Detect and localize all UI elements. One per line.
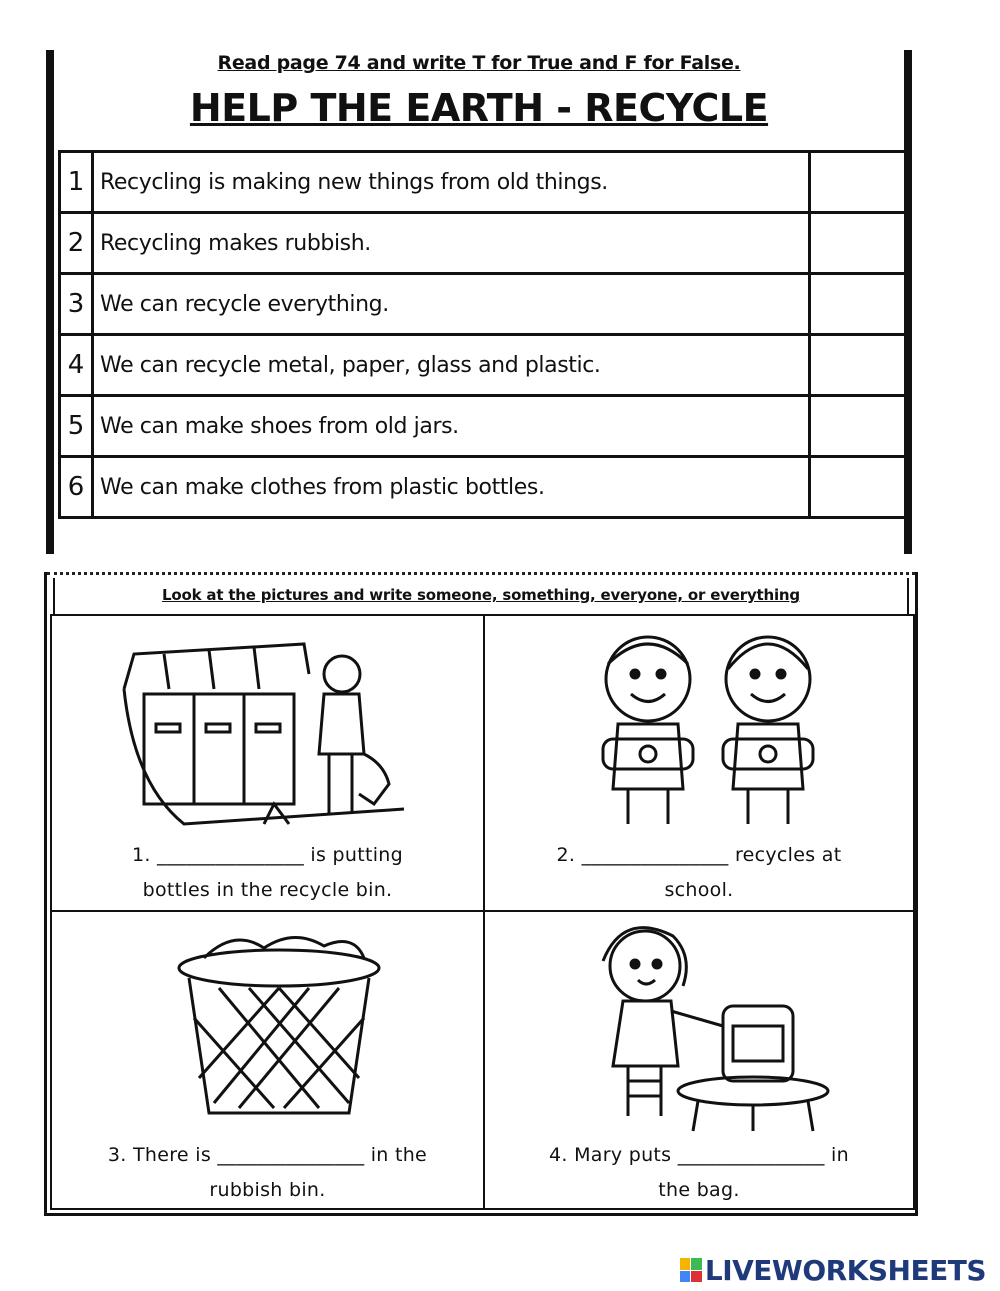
answer-box[interactable] (810, 213, 909, 274)
liveworksheets-logo-icon (680, 1258, 702, 1282)
statement: We can recycle everything. (93, 274, 810, 335)
caption-line-2: rubbish bin. (209, 1179, 326, 1201)
table-row (60, 152, 909, 213)
pictures-instruction: Look at the pictures and write someone, something, everyone, or everything (53, 578, 909, 616)
brand-name: LIVEWORKSHEETS (704, 1253, 986, 1287)
answer-box[interactable] (810, 152, 909, 213)
kids-recycling-illustration (573, 624, 843, 839)
caption-line-1: 2. _______________ recycles at (556, 844, 842, 866)
true-false-table (58, 150, 910, 519)
cut-edge (54, 544, 904, 554)
caption-line-2: the bag. (658, 1179, 740, 1201)
caption-line-1: 1. _______________ is putting (131, 844, 403, 866)
table-row (60, 213, 909, 274)
answer-box[interactable] (810, 274, 909, 335)
answer-box[interactable] (810, 396, 909, 457)
statement: Recycling is making new things from old things. (93, 152, 810, 213)
worksheet-title: HELP THE EARTH - RECYCLE (189, 86, 769, 130)
row-number: 3 (60, 274, 93, 335)
row-number: 1 (60, 152, 93, 213)
answer-box[interactable] (810, 335, 909, 396)
caption-line-1: 3. There is _______________ in the (107, 1144, 428, 1166)
tf-instruction: Read page 74 and write T for True and F for False. (217, 52, 741, 74)
picture-cell-1 (50, 614, 485, 912)
row-number: 5 (60, 396, 93, 457)
table-row (60, 274, 909, 335)
picture-cell-2 (483, 614, 915, 912)
liveworksheets-logo[interactable] (680, 1254, 986, 1286)
caption-line-2: bottles in the recycle bin. (142, 879, 393, 901)
table-row (60, 457, 909, 518)
pictures-section (44, 572, 918, 1216)
true-false-section (46, 50, 912, 554)
caption-line-1: 4. Mary puts _______________ in (549, 1144, 849, 1166)
picture-cell-4 (483, 910, 915, 1210)
picture-cell-3 (50, 910, 485, 1210)
recycle-bins-illustration (104, 634, 434, 834)
rubbish-basket-illustration (174, 928, 384, 1128)
table-row (60, 335, 909, 396)
statement: We can make shoes from old jars. (93, 396, 810, 457)
statement: Recycling makes rubbish. (93, 213, 810, 274)
caption-line-2: school. (664, 879, 734, 901)
row-number: 4 (60, 335, 93, 396)
row-number: 6 (60, 457, 93, 518)
statement: We can recycle metal, paper, glass and plastic. (93, 335, 810, 396)
statement: We can make clothes from plastic bottles. (93, 457, 810, 518)
answer-box[interactable] (810, 457, 909, 518)
girl-with-bag-illustration (583, 916, 833, 1136)
row-number: 2 (60, 213, 93, 274)
table-row (60, 396, 909, 457)
